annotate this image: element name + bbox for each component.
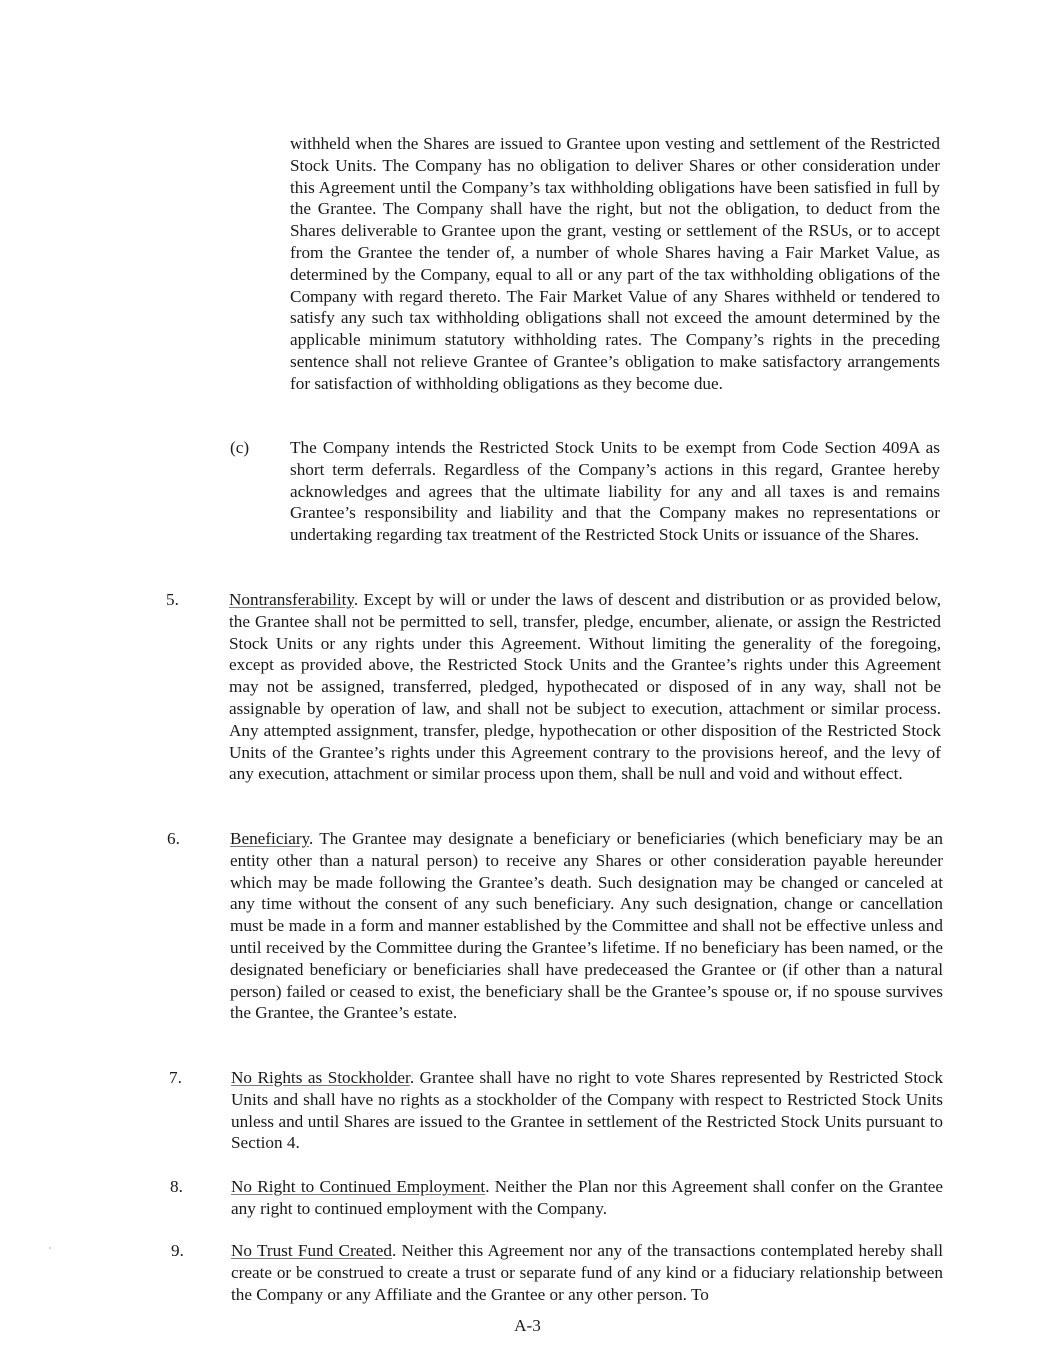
paragraph-b-continuation: withheld when the Shares are issued to Grantee upon vesting and settlement of the Restricted Stock Units. The Company has no obligation to deliver Shares or other consideration under this Agreement until the Company’s tax withholding obligations have been satisfied in full by the Grantee. The Company shall have the right, but not the obligation, to deduct from the Shares deliverable to Grantee upon the grant, vesting or settlement of the RSUs, or to accept from the Grantee the tender of, a number of whole Shares having a Fair Market Value, as determined by the Company, equal to all or any part of the tax withholding obligations of the Company with regard thereto. The Fair Market Value of any Shares withheld or tendered to satisfy any such tax withholding obligations shall not exceed the amount determined by the applicable minimum statutory withholding rates. The Company’s rights in the preceding sentence shall not relieve Grantee of Grantee’s obligation to make satisfactory arrangements for satisfaction of withholding obligations as they become due.	[290, 134, 940, 393]
section-5-number: 5.	[166, 590, 179, 609]
section-5-text: . Except by will or under the laws of descent and distribution or as provided below, the Grantee shall not be permitted to sell, transfer, pledge, encumber, alienate, or assign the Restricted Stock Units or any rights under this Agreement. Without limiting the generality of the foregoing, except as provided above, the Restricted Stock Units and the Grantee’s rights under this Agreement may not be assigned, transferred, pledged, hypothecated or disposed of in any way, shall not be assignable by operation of law, and shall not be subject to execution, attachment or similar process. Any attempted assignment, transfer, pledge, hypothecation or other disposition of the Restricted Stock Units of the Grantee’s rights under this Agreement contrary to the provisions hereof, and the levy of any execution, attachment or similar process upon them, shall be null and void and without effect.	[229, 590, 941, 784]
section-8-heading: No Right to Continued Employment	[231, 1177, 486, 1196]
section-5-body	[229, 589, 941, 785]
section-6-text: . The Grantee may designate a beneficiary or beneficiaries (which beneficiary may be an entity other than a natural person) to receive any Shares or other consideration payable hereunder which may be made following the Grantee’s death. Such designation may be changed or canceled at any time without the consent of any such beneficiary. Any such designation, change or cancellation must be made in a form and manner established by the Committee and shall not be effective unless and until received by the Committee during the Grantee’s lifetime. If no beneficiary has been named, or the designated beneficiary or beneficiaries shall have predeceased the Grantee or (if other than a natural person) failed or ceased to exist, the beneficiary shall be the Grantee’s spouse or, if no spouse survives the Grantee, the Grantee’s estate.	[230, 829, 943, 1023]
section-9-heading: No Trust Fund Created	[231, 1241, 392, 1260]
section-9-text: . Neither this Agreement nor any of the transactions contemplated hereby shall create or be construed to create a trust or separate fund of any kind or a fiduciary relationship between the Company or any Affiliate and the Grantee or any other person. To	[231, 1241, 944, 1304]
section-6-body	[230, 828, 943, 1024]
section-7-heading: No Rights as Stockholder	[231, 1068, 410, 1087]
page-number: A-3	[514, 1316, 541, 1335]
section-5-heading: Nontransferability	[229, 590, 354, 609]
section-9-number: 9.	[171, 1241, 184, 1260]
section-7-body	[231, 1067, 943, 1154]
section-8-number: 8.	[170, 1177, 183, 1196]
paragraph-c-marker: (c)	[230, 438, 250, 457]
section-8-body	[231, 1176, 943, 1220]
paragraph-c-text: The Company intends the Restricted Stock Units to be exempt from Code Section 409A as short term deferrals. Regardless of the Company’s actions in this regard, Grantee hereby acknowledges and agrees that the ultimate liability for any and all taxes is and remains Grantee’s responsibility and liability and that the Company makes no representations or undertaking regarding tax treatment of the Restricted Stock Units or issuance of the Shares.	[290, 438, 940, 545]
section-6-heading: Beneficiary	[230, 829, 310, 848]
scan-speck	[49, 1247, 51, 1249]
section-8-text: . Neither the Plan nor this Agreement shall confer on the Grantee any right to continued employment with the Company.	[231, 1177, 944, 1218]
section-6-number: 6.	[167, 829, 180, 848]
section-7-number: 7.	[169, 1068, 182, 1087]
section-7-text: . Grantee shall have no right to vote Shares represented by Restricted Stock Units and shall have no rights as a stockholder of the Company with respect to Restricted Stock Units unless and until Shares are issued to the Grantee in settlement of the Restricted Stock Units pursuant to Section 4.	[231, 1068, 943, 1153]
section-9-body	[231, 1240, 943, 1305]
